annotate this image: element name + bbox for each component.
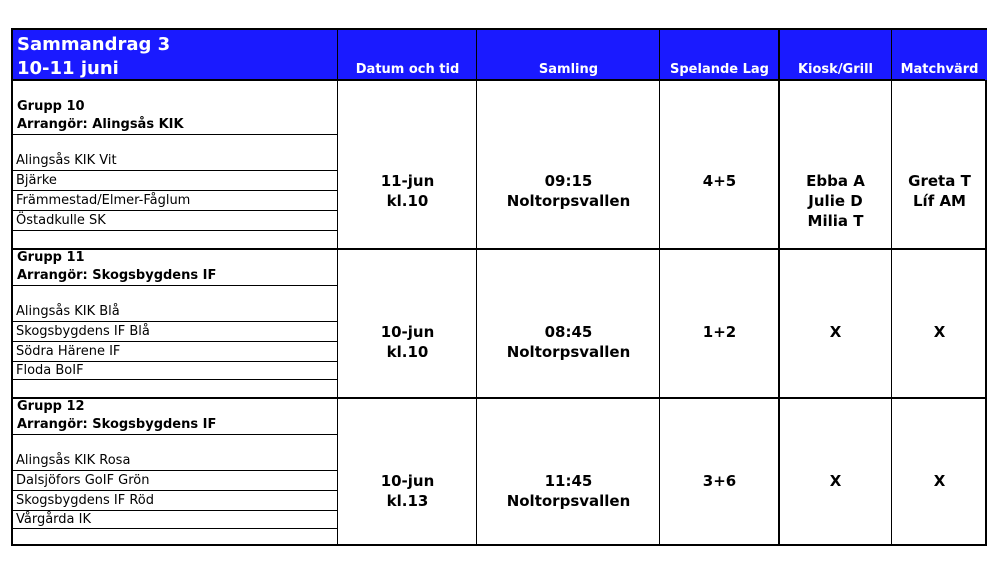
- group-organizer: Arrangör: Skogsbygdens IF: [17, 268, 217, 283]
- date-cell: [338, 322, 477, 362]
- header-divider: [13, 79, 985, 81]
- title-line-2: 10-11 juni: [17, 58, 119, 79]
- col-header-samling: Samling: [477, 30, 660, 80]
- host-cell: [892, 322, 987, 342]
- host-person: X: [933, 472, 946, 490]
- kiosk-cell: [779, 171, 892, 231]
- gather-time: 11:45: [544, 472, 593, 490]
- host-cell: [892, 171, 987, 211]
- kiosk-cell: [779, 322, 892, 342]
- kiosk-person: X: [829, 323, 842, 341]
- playing-teams: 4+5: [702, 172, 737, 190]
- match-time: kl.10: [386, 192, 429, 210]
- playing-teams: 1+2: [702, 323, 737, 341]
- col-header-spelande: Spelande Lag: [660, 30, 779, 80]
- team-name: Skogsbygdens IF Röd: [16, 493, 154, 508]
- col-header-matchvard: Matchvärd: [892, 30, 987, 80]
- gather-time: 09:15: [544, 172, 593, 190]
- team-row-line: [13, 321, 337, 322]
- team-name: Alingsås KIK Rosa: [16, 453, 131, 468]
- team-name: Främmestad/Elmer-Fåglum: [16, 193, 191, 208]
- playing-teams: 3+6: [702, 472, 737, 490]
- venue: Noltorpsvallen: [506, 192, 631, 210]
- gathering-cell: [477, 171, 660, 211]
- kiosk-person: Milia T: [807, 212, 864, 230]
- gathering-cell: [477, 322, 660, 362]
- grid-vline: [778, 30, 780, 544]
- venue: Noltorpsvallen: [506, 343, 631, 361]
- col-header-kiosk: Kiosk/Grill: [779, 30, 892, 80]
- group-divider: [13, 397, 985, 399]
- match-time: kl.10: [386, 343, 429, 361]
- kiosk-cell: [779, 471, 892, 491]
- team-name: Vårgårda IK: [16, 512, 92, 527]
- group-divider: [13, 248, 985, 250]
- header-title: [13, 30, 338, 80]
- host-person: X: [933, 323, 946, 341]
- team-row-line: [13, 170, 337, 171]
- col-header-datum: Datum och tid: [338, 30, 477, 80]
- team-name: Alingsås KIK Blå: [16, 304, 120, 319]
- title-line-1: Sammandrag 3: [17, 34, 171, 55]
- gathering-cell: [477, 471, 660, 511]
- team-name: Floda BoIF: [16, 363, 84, 378]
- team-row-line: [13, 470, 337, 471]
- group-name: Grupp 10: [17, 99, 85, 114]
- team-name: Dalsjöfors GoIF Grön: [16, 473, 150, 488]
- grid-vline: [476, 30, 477, 544]
- team-name: Södra Härene IF: [16, 344, 121, 359]
- team-name: Bjärke: [16, 173, 57, 188]
- match-date: 10-jun: [380, 323, 435, 341]
- team-row-line: [13, 341, 337, 342]
- match-date: 11-jun: [380, 172, 435, 190]
- date-cell: [338, 171, 477, 211]
- group-organizer: Arrangör: Alingsås KIK: [17, 117, 184, 132]
- group-organizer: Arrangör: Skogsbygdens IF: [17, 417, 217, 432]
- team-row-line: [13, 230, 337, 231]
- date-cell: [338, 471, 477, 511]
- host-person: Líf AM: [913, 192, 966, 210]
- kiosk-person: Julie D: [808, 192, 863, 210]
- match-time: kl.13: [386, 492, 429, 510]
- schedule-table: [11, 28, 987, 546]
- team-name: Skogsbygdens IF Blå: [16, 324, 150, 339]
- team-row-line: [13, 210, 337, 211]
- match-date: 10-jun: [380, 472, 435, 490]
- group-name: Grupp 11: [17, 250, 85, 265]
- team-row-line: [13, 434, 337, 435]
- grid-vline: [659, 30, 660, 544]
- host-cell: [892, 471, 987, 491]
- team-row-line: [13, 190, 337, 191]
- team-row-line: [13, 134, 337, 135]
- gather-time: 08:45: [544, 323, 593, 341]
- team-row-line: [13, 285, 337, 286]
- grid-vline: [337, 30, 338, 544]
- team-name: Östadkulle SK: [16, 213, 106, 228]
- team-name: Alingsås KIK Vit: [16, 153, 117, 168]
- grid-vline: [891, 30, 892, 544]
- kiosk-person: X: [829, 472, 842, 490]
- team-row-line: [13, 490, 337, 491]
- kiosk-person: Ebba A: [806, 172, 865, 190]
- group-name: Grupp 12: [17, 399, 85, 414]
- host-person: Greta T: [908, 172, 971, 190]
- venue: Noltorpsvallen: [506, 492, 631, 510]
